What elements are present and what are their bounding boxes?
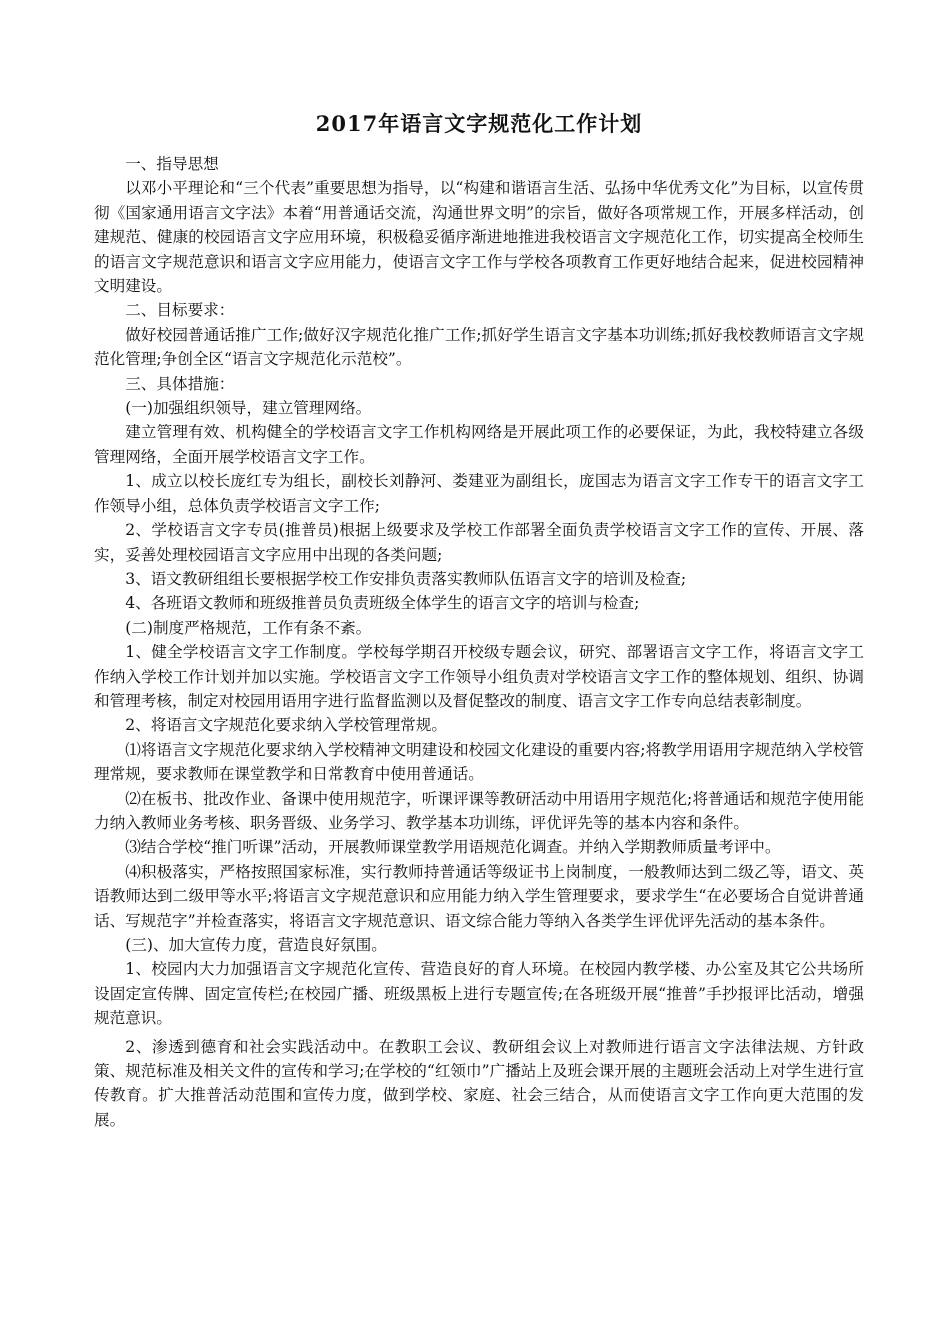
list-item-org-3: 3、语文教研组组长要根据学校工作安排负责落实教师队伍语言文字的培训及检查;	[125, 569, 687, 588]
paragraph-guiding-ideology: 以邓小平理论和“三个代表”重要思想为指导，以“构建和谐语言生活、弘扬中华优秀文化”为目标，以宣传贯彻《国家通用语言文字法》本着“用普通话交流，沟通世界文明”的宗旨，做好各项常规工作，开展多样活动，创建规范、健康的校园语言文字应用环境，积极稳妥循序渐进地推进我校语言文字规范化工作，切实提高全校师生的语言文字规范意识和语言文字应用能力，使语言文字工作与学校各项教育工作更好地结合起来，促进校园精神文明建设。	[94, 179, 864, 296]
subsection-heading-system: (二)制度严格规范，工作有条不紊。	[125, 618, 372, 637]
list-item-system-2-1: ⑴将语言文字规范化要求纳入学校精神文明建设和校园文化建设的重要内容;将教学用语用字规范纳入学校管理常规，要求教师在课堂教学和日常教育中使用普通话。	[94, 740, 864, 784]
list-item-system-2-3: ⑶结合学校“推门听课”活动，开展教师课堂教学用语规范化调查。并纳入学期教师质量考评中。	[125, 838, 781, 857]
list-item-org-1: 1、成立以校长庞红专为组长，副校长刘静河、娄建亚为副组长，庞国志为语言文字工作专干的语言文字工作领导小组，总体负责学校语言文字工作;	[94, 472, 864, 515]
paragraph-organization: 建立管理有效、机构健全的学校语言文字工作机构网络是开展此项工作的必要保证，为此，我校特建立各级管理网络，全面开展学校语言文字工作。	[94, 423, 864, 466]
list-item-org-2: 2、学校语言文字专员(推普员)根据上级要求及学校工作部署全面负责学校语言文字工作的宣传、开展、落实，妥善处理校园语言文字应用中出现的各类问题;	[94, 521, 864, 564]
list-item-system-1: 1、健全学校语言文字工作制度。学校每学期召开校级专题会议，研究、部署语言文字工作，将语言文字工作纳入学校工作计划并加以实施。学校语言文字工作领导小组负责对学校语言文字工作的整体规划、组织、协调和管理考核，制定对校园用语用字进行监督监测以及督促整改的制度、语言文字工作专向总结表彰制度。	[94, 643, 864, 710]
list-item-publicity-1: 1、校园内大力加强语言文字规范化宣传、营造良好的育人环境。在校园内教学楼、办公室及其它公共场所设固定宣传牌、固定宣传栏;在校园广播、班级黑板上进行专题宣传;在各班级开展“推普”手抄报评比活动，增强规范意识。	[94, 960, 864, 1028]
list-item-publicity-2: 2、渗透到德育和社会实践活动中。在教职工会议、教研组会议上对教师进行语言文字法律法规、方针政策、规范标准及相关文件的宣传和学习;在学校的“红领巾”广播站上及班会课开展的主题班会活动上对学生进行宣传教育。扩大推普活动范围和宣传力度，做到学校、家庭、社会三结合，从而使语言文字工作向更大范围的发展。	[94, 1037, 864, 1129]
section-heading-guiding-ideology: 一、指导思想	[125, 155, 219, 173]
list-item-system-2: 2、将语言文字规范化要求纳入学校管理常规。	[125, 716, 447, 735]
section-heading-goals: 二、目标要求：	[125, 301, 235, 320]
subsection-heading-organization: (一)加强组织领导，建立管理网络。	[125, 399, 372, 418]
list-item-system-2-2: ⑵在板书、批改作业、备课中使用规范字，听课评课等教研活动中用语用字规范化;将普通话和规范字使用能力纳入教师业务考核、职务晋级、业务学习、教学基本功训练，评优评先等的基本内容和条件。	[94, 789, 864, 832]
subsection-heading-publicity: (三)、加大宣传力度，营造良好氛围。	[125, 936, 387, 954]
paragraph-goals: 做好校园普通话推广工作;做好汉字规范化推广工作;抓好学生语言文字基本功训练;抓好我校教师语言文字规范化管理;争创全区“语言文字规范化示范校”。	[94, 325, 864, 369]
list-item-org-4: 4、各班语文教师和班级推普员负责班级全体学生的语言文字的培训与检查;	[125, 594, 640, 613]
document-page	[94, 108, 864, 1132]
section-heading-measures: 三、具体措施：	[125, 374, 235, 393]
list-item-system-2-4: ⑷积极落实，严格按照国家标准，实行教师持普通话等级证书上岗制度，一般教师达到二级乙等，语文、英语教师达到二级甲等水平;将语言文字规范意识和应用能力纳入学生管理要求，要求学生“在必要场合自觉讲普通话、写规范字”并检查落实，将语言文字规范意识、语文综合能力等纳入各类学生评优评先活动的基本条件。	[94, 862, 864, 930]
document-title: 2017年语言文字规范化工作计划	[315, 111, 643, 136]
